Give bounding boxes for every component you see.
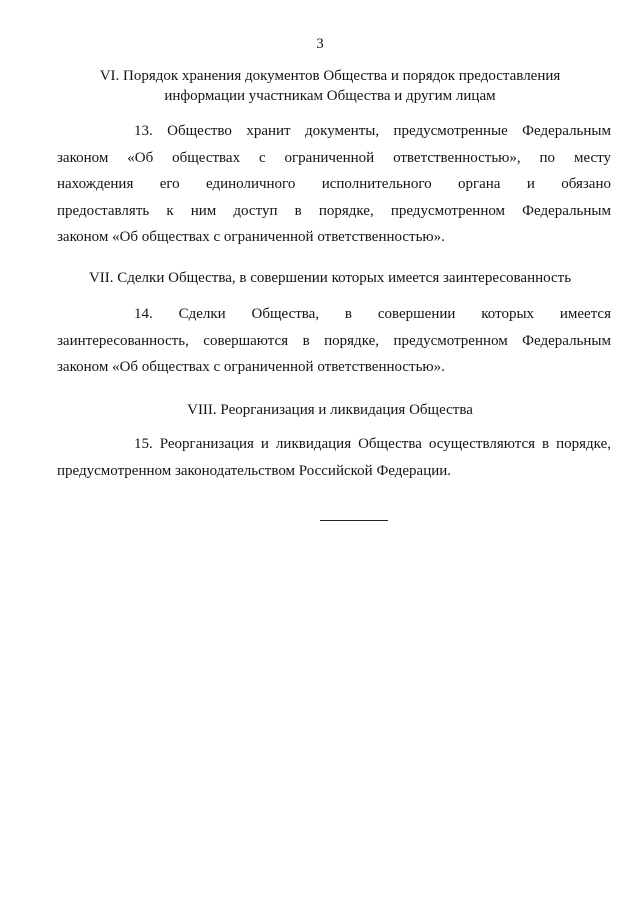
page-number: 3 — [316, 36, 324, 52]
section-8-heading — [60, 400, 600, 420]
paragraph-15-line-1: 15. Реорганизация и ликвидация Общества осуществляются в порядке, — [134, 436, 611, 452]
paragraph-13-line-3: нахождения его единоличного исполнительного органа и обязано — [57, 176, 611, 192]
paragraph-13 — [57, 118, 611, 251]
paragraph-13-line-5: законом «Об обществах с ограниченной ответственностью». — [57, 229, 445, 245]
section-7-heading-line: VII. Сделки Общества, в совершении которых имеется заинтересованность — [88, 270, 572, 286]
section-7-heading — [60, 268, 600, 288]
end-rule — [320, 520, 388, 521]
paragraph-15-line-2: предусмотренном законодательством Российской Федерации. — [57, 462, 452, 479]
section-6-heading — [60, 66, 600, 106]
paragraph-14-line-3: законом «Об обществах с ограниченной ответственностью». — [57, 359, 445, 375]
paragraph-14-line-2: заинтересованность, совершаются в порядке, предусмотренном Федеральным — [57, 332, 611, 349]
paragraph-13-line-2: законом «Об обществах с ограниченной ответственностью», по месту — [57, 149, 611, 166]
paragraph-15 — [57, 431, 611, 484]
paragraph-13-line-4: предоставлять к ним доступ в порядке, предусмотренном Федеральным — [57, 202, 611, 219]
section-6-heading-line-1: VI. Порядок хранения документов Общества и порядок предоставления — [99, 68, 561, 84]
paragraph-14 — [57, 301, 611, 381]
paragraph-13-line-1: 13. Общество хранит документы, предусмотренные Федеральным — [134, 123, 611, 139]
section-6-heading-line-2: информации участникам Общества и другим лицам — [164, 88, 496, 104]
paragraph-14-line-1: 14. Сделки Общества, в совершении которых имеется — [134, 306, 611, 322]
section-8-heading-line: VIII. Реорганизация и ликвидация Общества — [187, 402, 473, 418]
